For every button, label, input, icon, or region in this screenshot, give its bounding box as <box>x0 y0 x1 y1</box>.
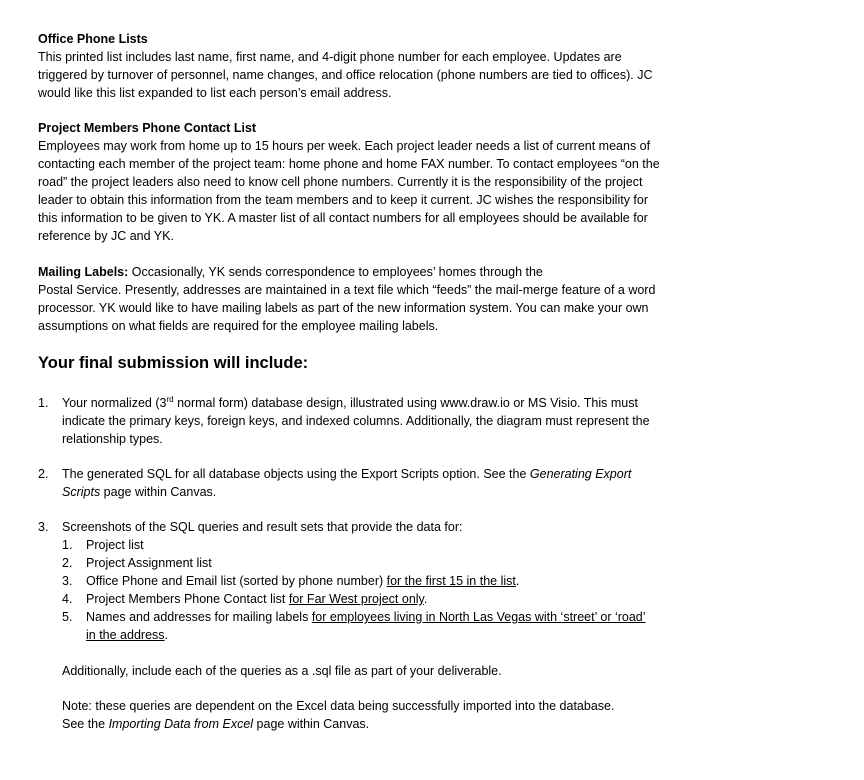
project-members-section <box>38 119 660 245</box>
superscript: rd <box>166 394 174 404</box>
sub-item-tail: . <box>515 574 520 588</box>
additionally-paragraph: Additionally, include each of the queries as a .sql file as part of your deliverable. <box>62 664 502 678</box>
sub-item-tail: . <box>164 628 169 642</box>
sub-list-item <box>62 536 658 554</box>
sub-item-text: Project list <box>86 538 144 552</box>
project-members-body: Employees may work from home up to 15 hours per week. Each project leader needs a list of current means of contacting each member of the project team: home phone and home FAX number. To contact employees “on the road” the project leaders also need to know cell phone numbers. Currently it is the responsibility of the project leader to obtain this information from the team members and to keep it current. JC wishes the responsibility for this information to be given to YK. A master list of all contact numbers for all employees should be available for reference by JC and YK. <box>38 139 660 243</box>
note-text: Note: these queries are dependent on the Excel data being successfully imported into the database. See the <box>62 699 615 731</box>
sub-item-text: Project Members Phone Contact list <box>86 592 289 606</box>
list-item <box>38 518 658 733</box>
item-italic: Generating Export Scripts <box>62 467 632 499</box>
list-item <box>38 465 638 501</box>
sub-list-number: 3. <box>62 574 73 588</box>
list-number: 2. <box>38 467 49 481</box>
sub-item-text: Office Phone and Email list (sorted by phone number) <box>86 574 387 588</box>
office-phone-section <box>38 30 662 102</box>
list-item <box>38 394 678 448</box>
sub-item-text: Names and addresses for mailing labels <box>86 610 312 624</box>
mailing-labels-body: Postal Service. Presently, addresses are maintained in a text file which “feeds” the mail-merge feature of a word processor. YK would like to have mailing labels as part of the new information system. You can make your own assumptions on what fields are required for the employee mailing labels. <box>38 283 656 333</box>
sub-list-number: 2. <box>62 556 73 570</box>
mailing-labels-section <box>38 263 664 335</box>
sub-list-item <box>62 608 658 644</box>
project-members-heading: Project Members Phone Contact List <box>38 121 257 135</box>
item-text-cont: normal form) database design, illustrated using www.draw.io or MS Visio. This must indicate the primary keys, foreign keys, and indexed columns. Additionally, the diagram must represent the relationship types. <box>62 396 650 446</box>
sub-list-item <box>62 554 658 572</box>
note-text-cont: page within Canvas. <box>253 717 370 731</box>
mailing-labels-heading: Mailing Labels: <box>38 265 129 279</box>
office-phone-heading: Office Phone Lists <box>38 32 148 46</box>
sub-list-number: 1. <box>62 538 73 552</box>
sub-list-number: 4. <box>62 592 73 606</box>
item-text: The generated SQL for all database objects using the Export Scripts option. See the <box>62 467 530 481</box>
list-number: 3. <box>38 520 49 534</box>
mailing-labels-line1: Occasionally, YK sends correspondence to employees’ homes through the <box>128 265 543 279</box>
item-text: Screenshots of the SQL queries and result sets that provide the data for: <box>62 520 463 534</box>
sub-item-text: Project Assignment list <box>86 556 212 570</box>
sub-item-underlined: for employees living in North Las Vegas with ‘street’ or ‘road’ in the address <box>86 610 646 642</box>
sub-list-number: 5. <box>62 610 73 624</box>
sub-list-item <box>62 590 658 608</box>
final-submission-title: Your final submission will include: <box>38 354 309 372</box>
list-number: 1. <box>38 396 49 410</box>
sub-item-underlined: for the first 15 in the list <box>386 574 516 588</box>
sub-list-item <box>62 572 658 590</box>
sub-item-underlined: for Far West project only <box>288 592 424 606</box>
note-paragraph <box>62 697 622 733</box>
item-text-cont: page within Canvas. <box>100 485 217 499</box>
item-text: Your normalized (3 <box>62 396 167 410</box>
office-phone-body: This printed list includes last name, first name, and 4-digit phone number for each employee. Updates are triggered by turnover of personnel, name changes, and office relocation (phone numbers are tied to offices). JC would like this list expanded to list each person’s email address. <box>38 50 653 100</box>
note-italic: Importing Data from Excel <box>108 717 254 731</box>
sub-item-tail: . <box>423 592 428 606</box>
